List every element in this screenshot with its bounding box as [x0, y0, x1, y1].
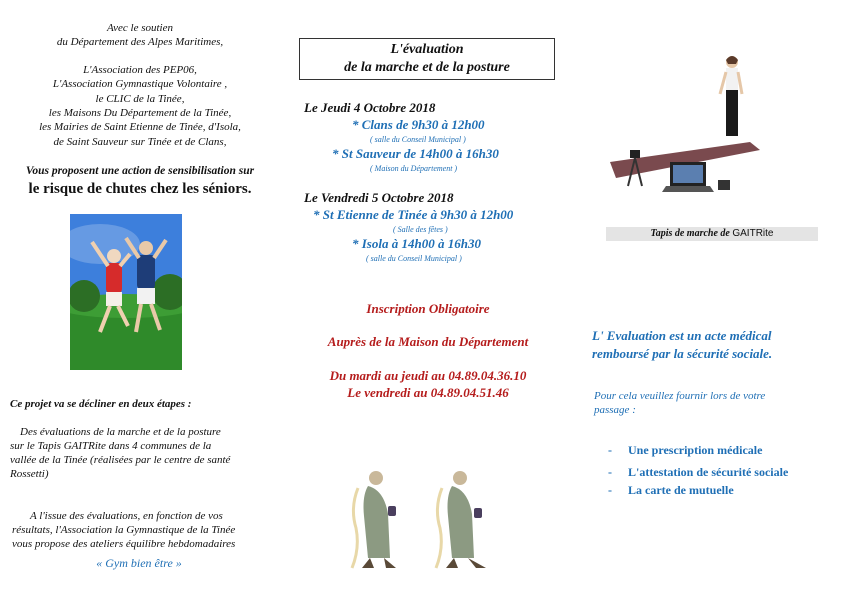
list-item [608, 443, 762, 458]
step2-line: résultats, l'Association la Gymnastique de la Tinée [12, 524, 236, 536]
seniors-jumping-photo [70, 214, 182, 370]
gym-bien-etre: « Gym bien être » [96, 556, 182, 570]
bullet-dash: - [608, 443, 612, 457]
support-line: le CLIC de la Tinée, [95, 93, 185, 105]
day2-item1-place: ( Salle des fêtes ) [393, 225, 448, 234]
support-line: L'Association des PEP06, [83, 64, 197, 76]
bullet-text: L'attestation de sécurité sociale [628, 465, 789, 479]
bullet-dash: - [608, 483, 612, 497]
bullet-dash: - [608, 465, 612, 479]
provide-line1: Pour cela veuillez fournir lors de votre [594, 390, 766, 402]
steps-title: Ce projet va se décliner en deux étapes : [10, 398, 192, 410]
day2-item2-place: ( salle du Conseil Municipal ) [366, 254, 462, 263]
step2-line: vous propose des ateliers équilibre hebdomadaires [12, 538, 236, 550]
phone-line2: Le vendredi au 04.89.04.51.46 [347, 385, 509, 400]
inscription-text: Inscription Obligatoire [366, 301, 490, 316]
propose-text: Vous proposent une action de sensibilisation sur [25, 165, 255, 177]
day1-heading: Le Jeudi 4 Octobre 2018 [304, 100, 436, 115]
step1-line: sur le Tapis GAITRite dans 4 communes de la [10, 440, 212, 452]
risk-text: le risque de chutes chez les séniors. [28, 181, 252, 197]
list-item [608, 465, 788, 480]
title-box [299, 38, 555, 80]
day2-item2: * Isola à 14h00 à 16h30 [352, 236, 481, 251]
day1-item1-place: ( salle du Conseil Municipal ) [370, 135, 466, 144]
bullet-text: Une prescription médicale [628, 443, 763, 457]
eval-line2: remboursé par la sécurité sociale. [592, 346, 773, 361]
elderly-walking-illustration [330, 468, 510, 573]
eval-line1: L' Evaluation est un acte médical [592, 328, 772, 343]
provide-line2: passage : [594, 404, 636, 416]
phone-line1: Du mardi au jeudi au 04.89.04.36.10 [329, 368, 527, 383]
day1-item1: * Clans de 9h30 à 12h00 [352, 117, 485, 132]
bullet-text: La carte de mutuelle [628, 483, 734, 497]
day2-item1: * St Etienne de Tinée à 9h30 à 12h00 [313, 207, 514, 222]
day2-heading: Le Vendredi 5 Octobre 2018 [304, 190, 454, 205]
day1-item2: * St Sauveur de 14h00 à 16h30 [332, 146, 499, 161]
step2-line: A l'issue des évaluations, en fonction de vos [30, 510, 223, 522]
aupres-text: Auprès de la Maison du Département [327, 334, 529, 349]
step1-line: Des évaluations de la marche et de la posture [20, 426, 221, 438]
list-item [608, 483, 734, 498]
support-line: du Département des Alpes Maritimes, [56, 36, 224, 48]
support-line: L'Association Gymnastique Volontaire , [52, 78, 228, 90]
support-line: les Maisons Du Département de la Tinée, [48, 107, 232, 119]
caption-prefix: Tapis de marche de [650, 228, 730, 239]
mat-caption [606, 227, 818, 241]
support-line: Avec le soutien [107, 22, 173, 34]
title-line2: de la marche et de la posture [344, 60, 510, 75]
support-line: de Saint Sauveur sur Tinée et de Clans, [53, 136, 227, 148]
support-line: les Mairies de Saint Etienne de Tinée, d'Isola, [39, 121, 241, 133]
step1-line: vallée de la Tinée (réalisées par le centre de santé [10, 454, 231, 466]
day1-item2-place: ( Maison du Département ) [370, 164, 458, 173]
caption-brand: GAITRite [732, 228, 774, 239]
step1-line: Rossetti) [10, 468, 49, 480]
title-line1: L'évaluation [390, 42, 464, 57]
gaitrite-mat-photo [610, 50, 760, 200]
